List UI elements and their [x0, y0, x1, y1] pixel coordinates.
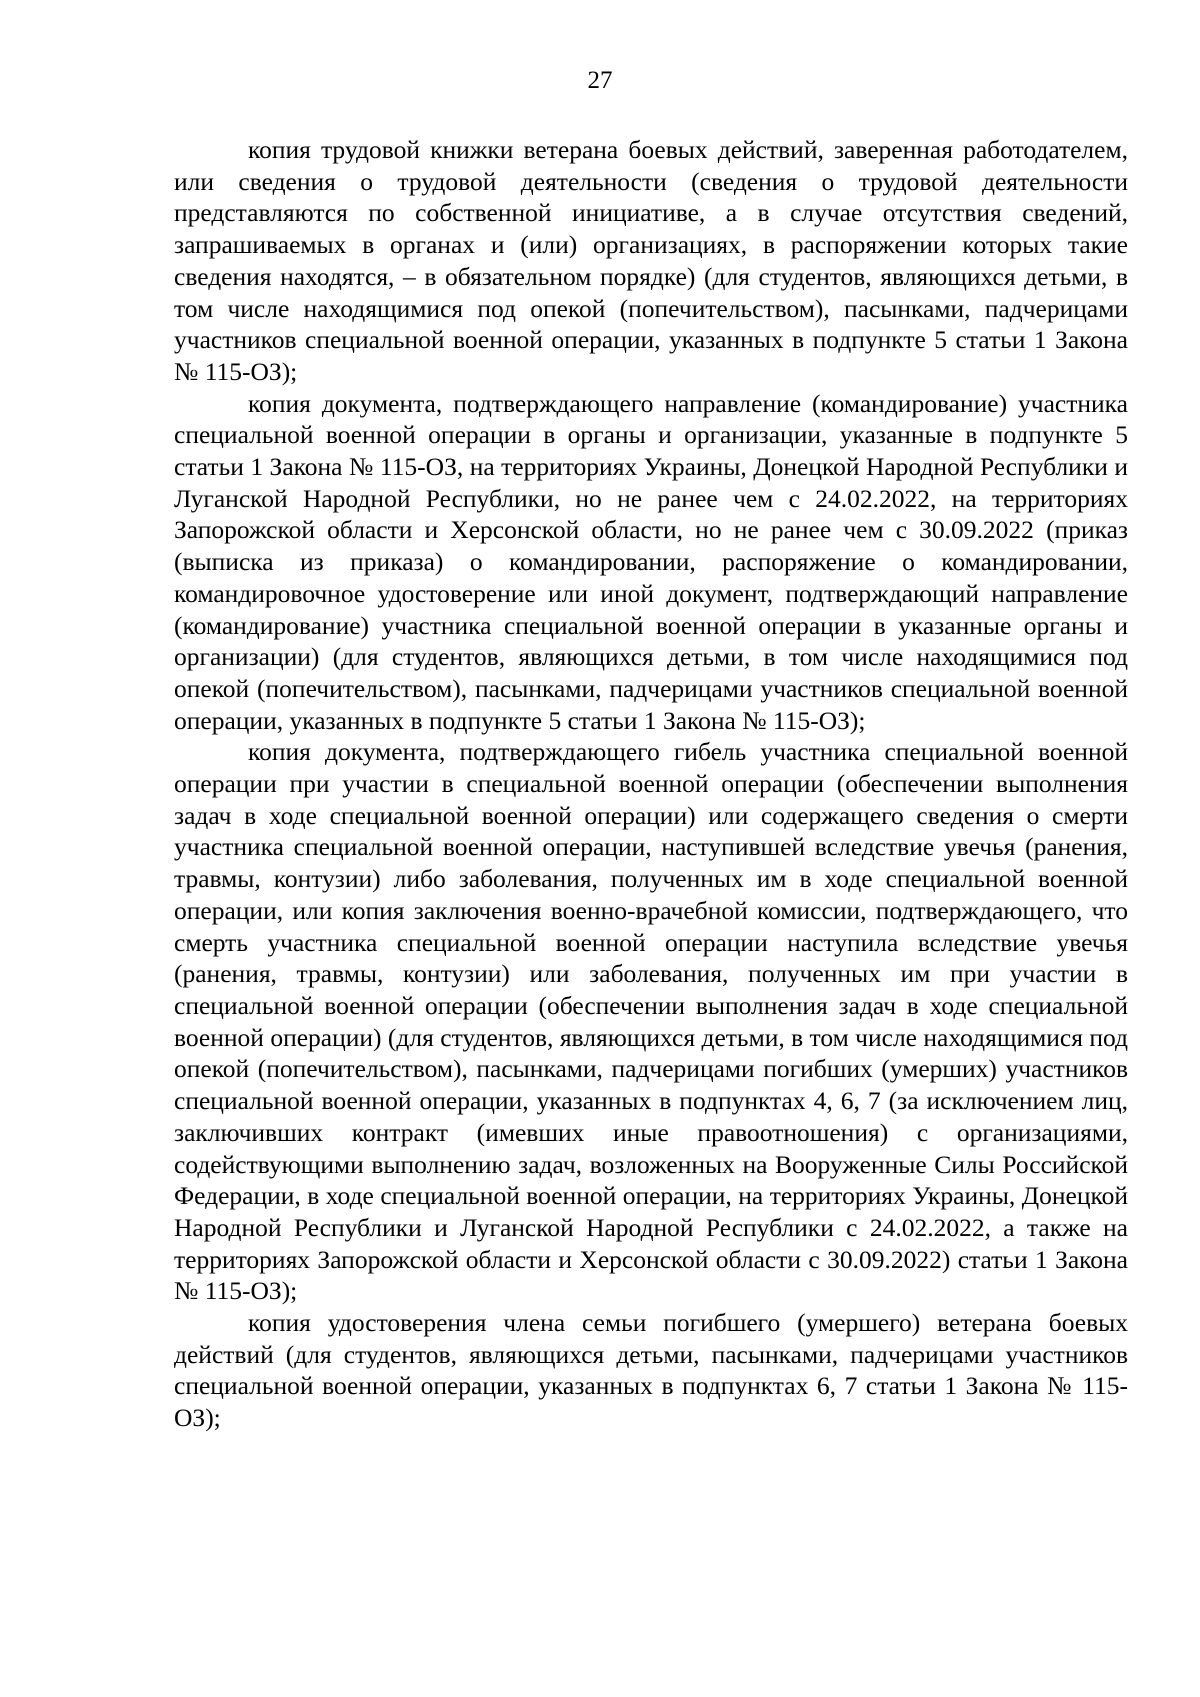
paragraph-assignment-document-copy: копия документа, подтверждающего направление (командирование) участника специальной военной операции в органы и организации, указанные в подпункте 5 статьи 1 Закона № 115-ОЗ, на территориях Украины, Донецкой Народной Республики и Луганской Народной Республики, но не ранее чем с 24.02.2022, на территориях Запорожской области и Херсонской области, но не ранее чем с 30.09.2022 (приказ (выписка из приказа) о командировании, распоряжение о командировании, командировочное удостоверение или иной документ, подтверждающий направление (командирование) участника специальной военной операции в указанные органы и организации) (для студентов, являющихся детьми, в том числе находящимися под опекой (попечительством), пасынками, падчерицами участников специальной военной операции, указанных в подпункте 5 статьи 1 Закона № 115-ОЗ); [174, 388, 1128, 735]
paragraph-family-member-certificate-copy: копия удостоверения члена семьи погибшего (умершего) ветерана боевых действий (для студентов, являющихся детьми, пасынками, падчерицами участников специальной военной операции, указанных в подпунктах 6, 7 статьи 1 Закона № 115-ОЗ); [174, 1308, 1128, 1433]
paragraph-employment-record-copy: копия трудовой книжки ветерана боевых действий, заверенная работодателем, или сведения о трудовой деятельности (сведения о трудовой деятельности представляются по собственной инициативе, а в случае отсутствия сведений, запрашиваемых в органах и (или) организациях, в распоряжении которых такие сведения находятся, – в обязательном порядке) (для студентов, являющихся детьми, в том числе находящимися под опекой (попечительством), пасынками, падчерицами участников специальной военной операции, указанных в подпункте 5 статьи 1 Закона № 115-ОЗ); [174, 135, 1128, 386]
paragraph-death-document-copy: копия документа, подтверждающего гибель участника специальной военной операции при участии в специальной военной операции (обеспечении выполнения задач в ходе специальной военной операции) или содержащего сведения о смерти участника специальной военной операции, наступившей вследствие увечья (ранения, травмы, контузии) либо заболевания, полученных им в ходе специальной военной операции, или копия заключения военно-врачебной комиссии, подтверждающего, что смерть участника специальной военной операции наступила вследствие увечья (ранения, травмы, контузии) или заболевания, полученных им при участии в специальной военной операции (обеспечении выполнения задач в ходе специальной военной операции) (для студентов, являющихся детьми, в том числе находящимися под опекой (попечительством), пасынками, падчерицами погибших (умерших) участников специальной военной операции, указанных в подпунктах 4, 6, 7 (за исключением лиц, заключивших контракт (имевших иные правоотношения) с организациями, содействующими выполнению задач, возложенных на Вооруженные Силы Российской Федерации, в ходе специальной военной операции, на территориях Украины, Донецкой Народной Республики и Луганской Народной Республики с 24.02.2022, а также на территориях Запорожской области и Херсонской области с 30.09.2022) статьи 1 Закона № 115-ОЗ); [174, 737, 1128, 1306]
document-body [174, 134, 1128, 1434]
page-number: 27 [587, 67, 613, 94]
